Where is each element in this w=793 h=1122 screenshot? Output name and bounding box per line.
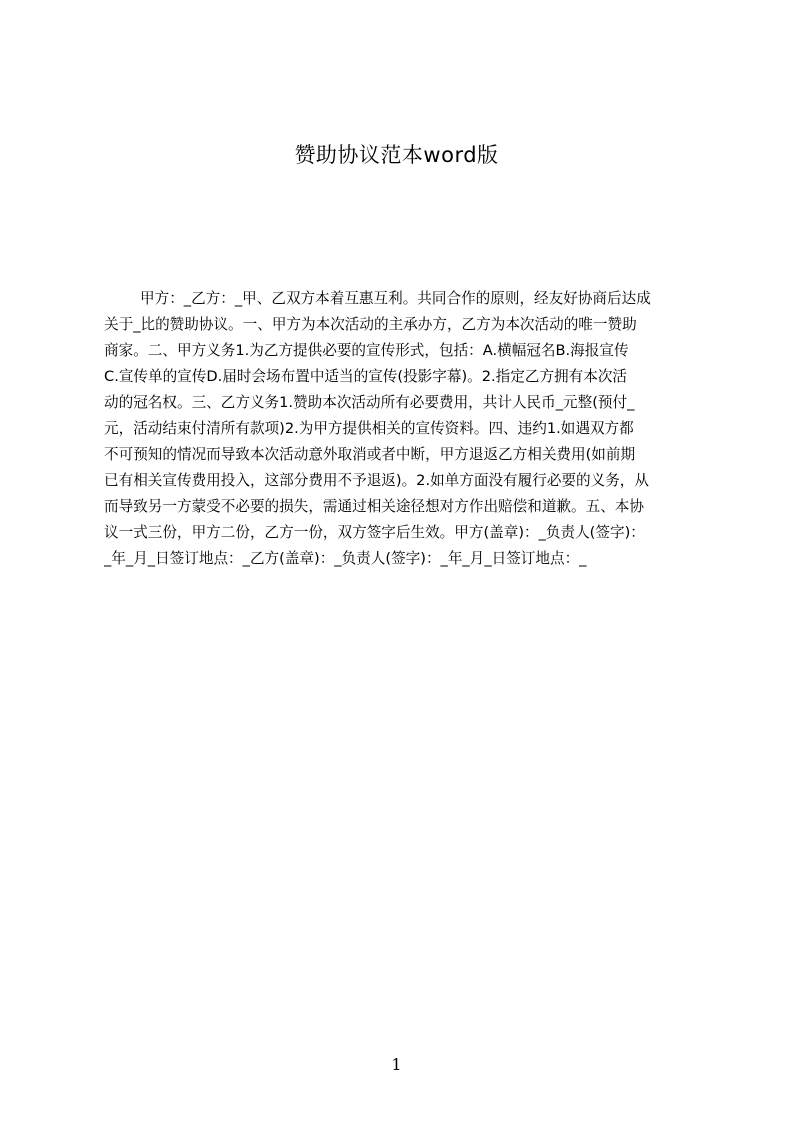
body-line: 元，活动结束付清所有款项)2.为甲方提供相关的宣传资料。四、违约1.如遇双方都 <box>104 420 634 437</box>
body-line: 已有相关宣传费用投入，这部分费用不予退返)。2.如单方面没有履行必要的义务，从 <box>104 472 649 489</box>
document-title: 赞助协议范本word版 <box>294 143 499 167</box>
body-line: 甲方：_乙方：_甲、乙双方本着互惠互利。共同合作的原则，经友好协商后达成 <box>140 290 651 307</box>
body-line: 动的冠名权。三、乙方义务1.赞助本次活动所有必要费用，共计人民币_元整(预付_ <box>104 394 635 411</box>
document-body <box>104 286 698 572</box>
body-line: 议一式三份，甲方二份，乙方一份，双方签字后生效。甲方(盖章)：_负责人(签字)： <box>104 524 645 541</box>
body-line: 商家。二、甲方义务1.为乙方提供必要的宣传形式，包括：A.横幅冠名B.海报宣传 <box>104 342 629 359</box>
body-line: C.宣传单的宣传D.届时会场布置中适当的宣传(投影字幕)。2.指定乙方拥有本次活 <box>104 368 628 385</box>
body-line: _年_月_日签订地点：_乙方(盖章)：_负责人(签字)：_年_月_日签订地点：_ <box>104 550 587 567</box>
body-line: 关于_比的赞助协议。一、甲方为本次活动的主承办方，乙方为本次活动的唯一赞助 <box>104 316 637 333</box>
page-number: 1 <box>391 1055 402 1074</box>
body-line: 而导致另一方蒙受不必要的损失，需通过相关途径想对方作出赔偿和道歉。五、本协 <box>104 498 644 515</box>
body-line: 不可预知的情况而导致本次活动意外取消或者中断，甲方退返乙方相关费用(如前期 <box>104 446 636 463</box>
